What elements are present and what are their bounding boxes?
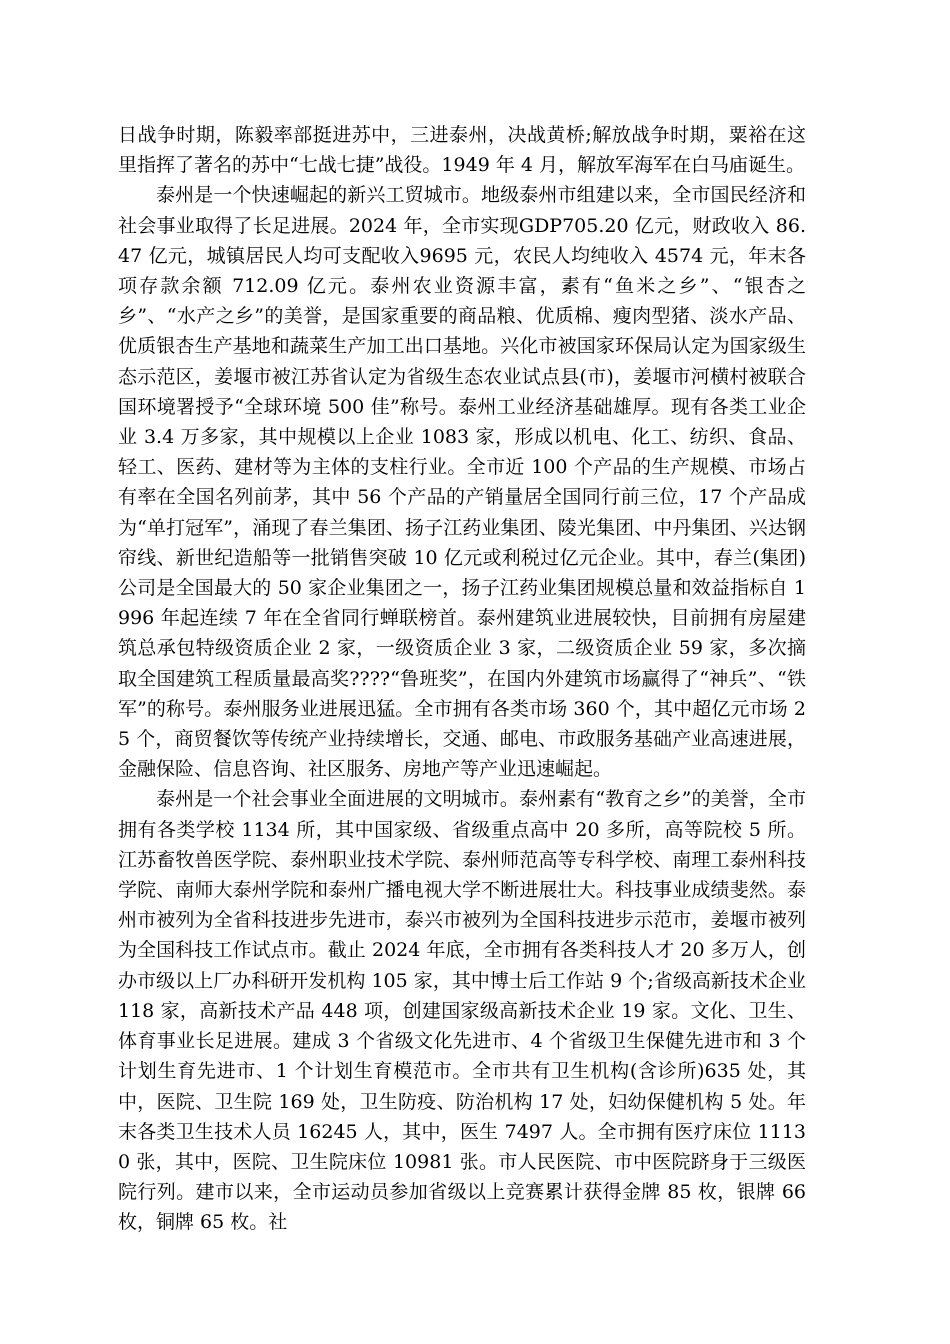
paragraph-history: 日战争时期，陈毅率部挺进苏中，三进泰州，决战黄桥;解放战争时期，粟裕在这里指挥了著名的苏中“七战七捷”战役。1949 年 4 月，解放军海军在白马庙诞生。	[118, 124, 806, 177]
document-page	[118, 120, 806, 1238]
paragraph-economy: 泰州是一个快速崛起的新兴工贸城市。地级泰州市组建以来，全市国民经济和社会事业取得了长足进展。2024 年，全市实现GDP705.20 亿元，财政收入 86.47 亿元，城镇居民人均可支配收入9695 元，农民人均纯收入 4574 元，年末各项存款余额 712.09 亿元。泰州农业资源丰富，素有“鱼米之乡”、“银杏之乡”、“水产之乡”的美誉，是国家重要的商品粮、优质棉、瘦肉型猪、淡水产品、优质银杏生产基地和蔬菜生产加工出口基地。兴化市被国家环保局认定为国家级生态示范区，姜堰市被江苏省认定为省级生态农业试点县(市)，姜堰市河横村被联合国环境署授予“全球环境 500 佳”称号。泰州工业经济基础雄厚。现有各类工业企业 3.4 万多家，其中规模以上企业 1083 家，形成以机电、化工、纺织、食品、轻工、医药、建材等为主体的支柱行业。全市近 100 个产品的生产规模、市场占有率在全国名列前茅，其中 56 个产品的产销量居全国同行前三位，17 个产品成为“单打冠军”，涌现了春兰集团、扬子江药业集团、陵光集团、中丹集团、兴达钢帘线、新世纪造船等一批销售突破 10 亿元或利税过亿元企业。其中，春兰(集团)公司是全国最大的 50 家企业集团之一，扬子江药业集团规模总量和效益指标自 1996 年起连续 7 年在全省同行蝉联榜首。泰州建筑业进展较快，目前拥有房屋建筑总承包特级资质企业 2 家，一级资质企业 3 家，二级资质企业 59 家，多次摘取全国建筑工程质量最高奖????“鲁班奖”，在国内外建筑市场赢得了“神兵”、“铁军”的称号。泰州服务业进展迅猛。全市拥有各类市场 360 个，其中超亿元市场 25 个，商贸餐饮等传统产业持续增长，交通、邮电、市政服务基础产业高速进展，金融保险、信息咨询、社区服务、房地产等产业迅速崛起。	[118, 184, 806, 781]
paragraph-social-development: 泰州是一个社会事业全面进展的文明城市。泰州素有“教育之乡”的美誉，全市拥有各类学校 1134 所，其中国家级、省级重点高中 20 多所，高等院校 5 所。江苏畜牧兽医学院、泰州职业技术学院、泰州师范高等专科学校、南理工泰州科技学院、南师大泰州学院和泰州广播电视大学不断进展壮大。科技事业成绩斐然。泰州市被列为全省科技进步先进市，泰兴市被列为全国科技进步示范市，姜堰市被列为全国科技工作试点市。截止 2024 年底，全市拥有各类科技人才 20 多万人，创办市级以上厂办科研开发机构 105 家，其中博士后工作站 9 个;省级高新技术企业 118 家，高新技术产品 448 项，创建国家级高新技术企业 19 家。文化、卫生、体育事业长足进展。建成 3 个省级文化先进市、4 个省级卫生保健先进市和 3 个计划生育先进市、1 个计划生育模范市。全市共有卫生机构(含诊所)635 处，其中，医院、卫生院 169 处，卫生防疫、防治机构 17 处，妇幼保健机构 5 处。年末各类卫生技术人员 16245 人，其中，医生 7497 人。全市拥有医疗床位 11130 张，其中，医院、卫生院床位 10981 张。市人民医院、市中医院跻身于三级医院行列。建市以来，全市运动员参加省级以上竞赛累计获得金牌 85 枚，银牌 66 枚，铜牌 65 枚。社	[118, 788, 806, 1234]
